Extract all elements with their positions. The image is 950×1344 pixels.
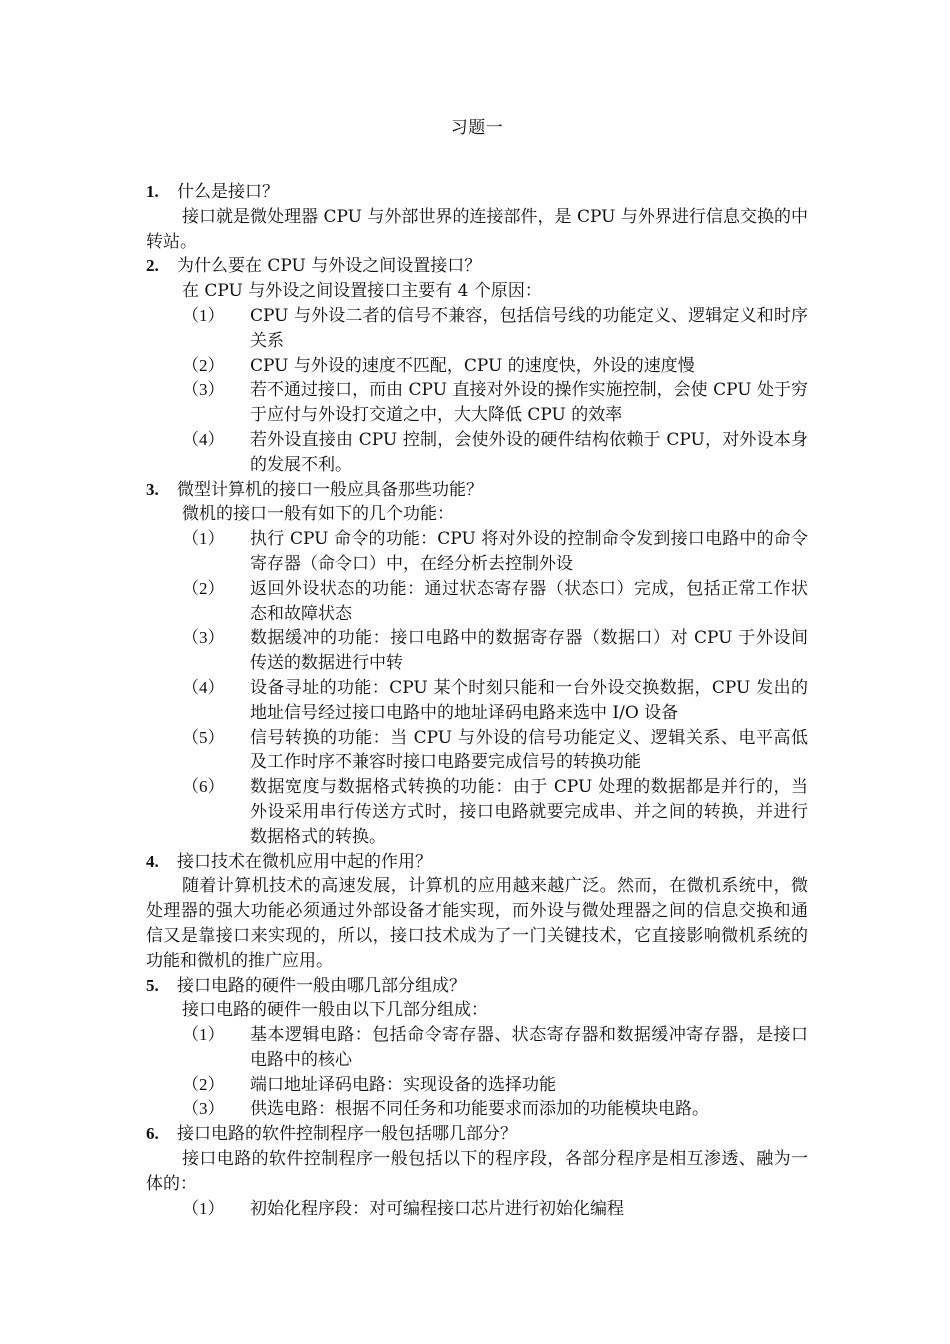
question-number: 3. [146, 479, 159, 499]
list-item [146, 378, 808, 428]
list-item-marker: （5） [182, 727, 225, 747]
list-item [146, 1097, 808, 1122]
answer-paragraph: 接口就是微处理器 CPU 与外部世界的连接部件，是 CPU 与外界进行信息交换的中转站。 [146, 206, 808, 252]
answer-intro: 微机的接口一般有如下的几个功能： [182, 504, 454, 525]
list-item-marker: （3） [182, 628, 225, 648]
list-item [146, 626, 808, 676]
list-item [146, 1197, 808, 1222]
page-title: 习题一 [450, 118, 504, 138]
list-item-text: CPU 与外设二者的信号不兼容，包括信号线的功能定义、逻辑定义和时序关系 [250, 305, 808, 351]
list-item-marker: （2） [182, 355, 225, 375]
question-number: 5. [146, 975, 159, 995]
list-item-marker: （1） [182, 1198, 225, 1218]
list-item-text: 返回外设状态的功能：通过状态寄存器（状态口）完成，包括正常工作状态和故障状态 [250, 578, 808, 624]
list-item-marker: （1） [182, 1025, 225, 1045]
question-5 [146, 974, 808, 999]
question-text: 接口技术在微机应用中起的作用？ [177, 851, 432, 872]
list-item-marker: （4） [182, 429, 225, 449]
list-item-marker: （1） [182, 305, 225, 325]
list-item [146, 354, 808, 379]
question-text: 什么是接口？ [177, 182, 279, 202]
list-item-marker: （2） [182, 578, 225, 598]
question-text: 为什么要在 CPU 与外设之间设置接口？ [177, 256, 482, 277]
list-item-text: 设备寻址的功能：CPU 某个时刻只能和一台外设交换数据，CPU 发出的地址信号经过接口电路中的地址译码电路来选中 I/O 设备 [250, 677, 808, 723]
list-item [146, 428, 808, 478]
list-item-marker: （3） [182, 380, 225, 400]
list-item-text: 若不通过接口，而由 CPU 直接对外设的操作实施控制，会使 CPU 处于穷于应付与外设打交道之中，大大降低 CPU 的效率 [250, 380, 808, 426]
list-item-text: 端口地址译码电路：实现设备的选择功能 [250, 1074, 556, 1095]
question-text: 微型计算机的接口一般应具备那些功能？ [177, 479, 483, 500]
question-number: 4. [146, 851, 159, 871]
list-item [146, 676, 808, 726]
list-item-text: 数据缓冲的功能：接口电路中的数据寄存器（数据口）对 CPU 于外设间传送的数据进行中转 [250, 628, 808, 674]
question-1 [146, 180, 808, 205]
list-item [146, 1023, 808, 1073]
list-item-marker: （6） [182, 777, 225, 797]
list-item [146, 577, 808, 627]
question-3 [146, 478, 808, 503]
list-item [146, 1073, 808, 1098]
question-2 [146, 254, 808, 279]
answer-intro: 接口电路的软件控制程序一般包括以下的程序段，各部分程序是相互渗透、融为一体的： [146, 1149, 808, 1194]
question-text: 接口电路的软件控制程序一般包括哪几部分？ [177, 1124, 517, 1145]
list-item-text: 若外设直接由 CPU 控制，会使外设的硬件结构依赖于 CPU，对外设本身的发展不利。 [250, 429, 808, 475]
list-item-marker: （3） [182, 1099, 225, 1119]
answer-intro: 接口电路的硬件一般由以下几部分组成： [182, 1000, 488, 1021]
list-item-marker: （1） [182, 529, 225, 549]
list-item [146, 775, 808, 849]
question-number: 6. [146, 1124, 159, 1144]
list-item [146, 527, 808, 577]
list-item [146, 726, 808, 776]
question-number: 2. [146, 256, 159, 276]
question-text: 接口电路的硬件一般由哪几部分组成？ [177, 975, 466, 996]
question-number: 1. [146, 182, 159, 201]
list-item-text: 数据宽度与数据格式转换的功能：由于 CPU 处理的数据都是并行的，当外设采用串行传送方式时，接口电路就要完成串、并之间的转换，并进行数据格式的转换。 [250, 777, 808, 847]
document-body [146, 180, 808, 1221]
list-item-marker: （2） [182, 1074, 225, 1094]
list-item-text: CPU 与外设的速度不匹配，CPU 的速度快，外设的速度慢 [250, 355, 695, 376]
answer-paragraph: 随着计算机技术的高速发展，计算机的应用越来越广泛。然而，在微机系统中，微处理器的强大功能必须通过外部设备才能实现，而外设与微处理器之间的信息交换和通信又是靠接口来实现的，所以，接口技术成为了一门关键技术，它直接影响微机系统的功能和微机的推广应用。 [146, 876, 808, 971]
answer-intro: 在 CPU 与外设之间设置接口主要有 4 个原因： [182, 281, 542, 302]
question-4 [146, 850, 808, 875]
list-item-text: 信号转换的功能：当 CPU 与外设的信号功能定义、逻辑关系、电平高低及工作时序不兼容时接口电路要完成信号的转换功能 [250, 727, 808, 773]
list-item-text: 初始化程序段：对可编程接口芯片进行初始化编程 [250, 1198, 624, 1219]
list-item-marker: （4） [182, 677, 225, 697]
list-item [146, 304, 808, 354]
question-6 [146, 1122, 808, 1147]
list-item-text: 执行 CPU 命令的功能：CPU 将对外设的控制命令发到接口电路中的命令寄存器（命令口）中，在经分析去控制外设 [250, 529, 808, 574]
list-item-text: 基本逻辑电路：包括命令寄存器、状态寄存器和数据缓冲寄存器，是接口电路中的核心 [250, 1025, 808, 1070]
list-item-text: 供选电路：根据不同任务和功能要求而添加的功能模块电路。 [250, 1099, 709, 1120]
